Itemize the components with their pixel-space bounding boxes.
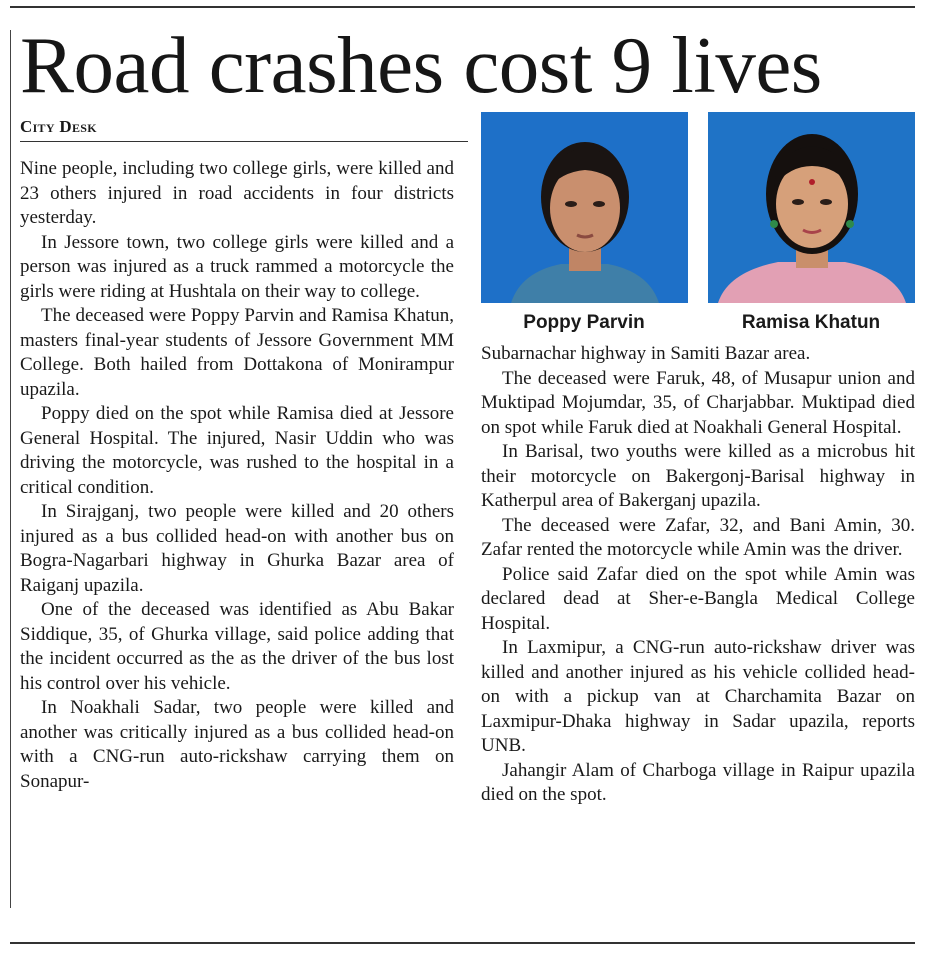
- paragraph: In Laxmipur, a CNG-run auto-rickshaw driver was killed and another injured as his vehicle collided head-on with a pickup van at Charchamita Bazar on Laxmipur-Dhaka highway in Sadar upazila, reports UNB.: [481, 637, 915, 756]
- bottom-rule: [10, 942, 915, 944]
- article-headline: Road crashes cost 9 lives: [20, 20, 822, 110]
- top-rule: [10, 6, 915, 8]
- portrait-illustration: [708, 112, 915, 303]
- paragraph: Nine people, including two college girls, were killed and 23 others injured in road accidents in four districts yesterday.: [20, 158, 454, 228]
- paragraph: One of the deceased was identified as Abu Bakar Siddique, 35, of Ghurka village, said police adding that the incident occurred as the as the driver of the bus lost his control over his vehicle.: [20, 599, 454, 694]
- photo-caption: Poppy Parvin: [523, 312, 645, 333]
- paragraph: In Barisal, two youths were killed as a microbus hit their motorcycle on Bakergonj-Barisal highway in Katherpul area of Bakerganj upazila.: [481, 441, 915, 511]
- paragraph: Subarnachar highway in Samiti Bazar area.: [481, 343, 811, 364]
- paragraph: Jahangir Alam of Charboga village in Raipur upazila died on the spot.: [481, 759, 915, 805]
- article-column-1: [20, 157, 454, 794]
- article-column-2: [481, 342, 915, 808]
- paragraph: The deceased were Zafar, 32, and Bani Amin, 30. Zafar rented the motorcycle while Amin was the driver.: [481, 514, 915, 560]
- paragraph: Police said Zafar died on the spot while Amin was declared dead at Sher-e-Bangla Medical College Hospital.: [481, 563, 915, 634]
- left-column-rule: [10, 30, 11, 908]
- photo-caption: Ramisa Khatun: [741, 312, 881, 333]
- photo-ramisa-khatun: [708, 112, 915, 303]
- paragraph: The deceased were Faruk, 48, of Musapur union and Muktipad Mojumdar, 35, of Charjabbar. Muktipad died on spot while Faruk died at Noakhali General Hospital.: [481, 367, 915, 438]
- byline-rule: [20, 141, 468, 142]
- paragraph: The deceased were Poppy Parvin and Ramisa Khatun, masters final-year students of Jessore Government MM College. Both hailed from Dottakona of Monirampur upazila.: [20, 305, 454, 400]
- paragraph: Poppy died on the spot while Ramisa died at Jessore General Hospital. The injured, Nasir Uddin who was driving the motorcycle, was rushed to the hospital in a critical condition.: [20, 403, 454, 498]
- byline: City Desk: [20, 117, 97, 136]
- paragraph: In Noakhali Sadar, two people were killed and another was critically injured as a bus collided head-on with a CNG-run auto-rickshaw carrying them on Sonapur-: [20, 697, 454, 792]
- photo-poppy-parvin: [481, 112, 688, 303]
- paragraph: In Jessore town, two college girls were killed and a person was injured as a truck rammed a motorcycle the girls were riding at Hushtala on their way to college.: [20, 231, 454, 302]
- paragraph: In Sirajganj, two people were killed and 20 others injured as a bus collided head-on with another bus on Bogra-Nagarbari highway in Ghurka Bazar area of Raiganj upazila.: [20, 501, 454, 596]
- portrait-illustration: [481, 112, 688, 303]
